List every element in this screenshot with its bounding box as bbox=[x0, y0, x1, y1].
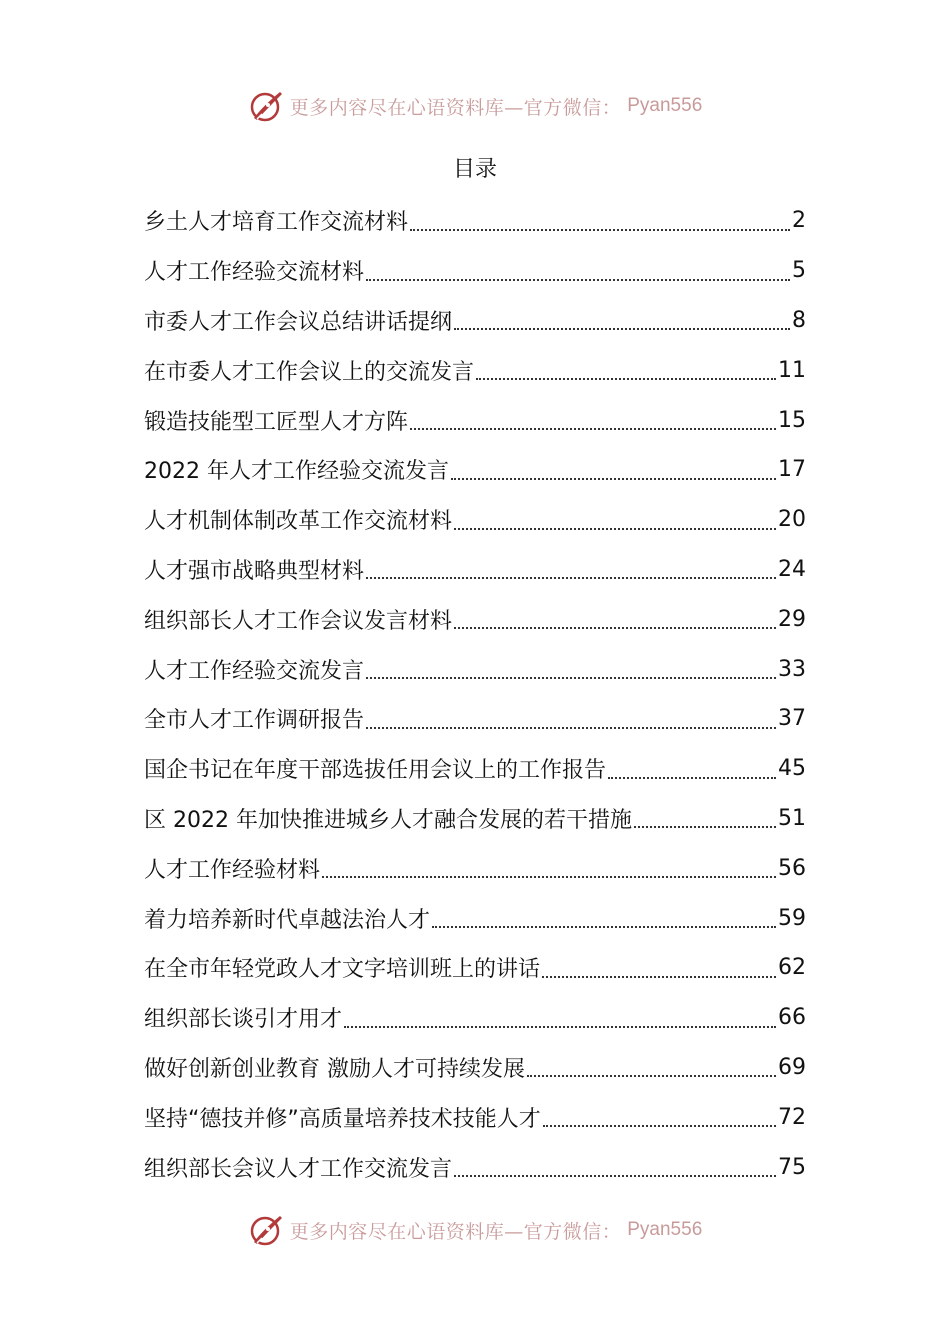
toc-entry[interactable] bbox=[144, 1142, 806, 1192]
toc-entry-title: 市委人才工作会议总结讲话提纲 bbox=[144, 309, 453, 335]
dot-leader bbox=[344, 1026, 776, 1028]
toc-entry-page: 29 bbox=[778, 606, 806, 632]
dot-leader bbox=[454, 627, 776, 629]
pen-nib-logo-icon bbox=[248, 1212, 284, 1248]
dot-leader bbox=[366, 727, 776, 729]
dot-leader bbox=[322, 876, 776, 878]
dot-leader bbox=[634, 826, 776, 828]
dot-leader bbox=[454, 1175, 776, 1177]
dot-leader bbox=[476, 378, 776, 380]
banner-wechat-id: Pyan556 bbox=[627, 95, 703, 116]
banner-text: 更多内容尽在心语资料库—官方微信： bbox=[289, 1220, 622, 1243]
toc-entry-page: 69 bbox=[778, 1054, 806, 1080]
toc-entry-title: 做好创新创业教育 激励人才可持续发展 bbox=[144, 1056, 525, 1082]
toc-entry[interactable] bbox=[144, 893, 806, 943]
dot-leader bbox=[454, 528, 776, 530]
toc-entry-page: 17 bbox=[778, 457, 806, 483]
toc-entry-title: 着力培养新时代卓越法治人才 bbox=[144, 907, 431, 933]
toc-entry-page: 33 bbox=[778, 656, 806, 682]
toc-entry-title: 人才机制体制改革工作交流材料 bbox=[144, 509, 453, 535]
toc-entry[interactable] bbox=[144, 644, 806, 694]
toc-entry-title: 人才工作经验材料 bbox=[144, 857, 321, 883]
toc-title: 目录 bbox=[452, 157, 497, 182]
dot-leader bbox=[542, 976, 776, 978]
toc-entry-title: 坚持“德技并修”高质量培养技术技能人才 bbox=[144, 1106, 541, 1132]
toc-entry[interactable] bbox=[144, 694, 806, 744]
dot-leader bbox=[451, 478, 776, 480]
toc-entry-page: 2 bbox=[792, 208, 806, 234]
dot-leader bbox=[543, 1125, 776, 1127]
toc-entry-page: 72 bbox=[778, 1104, 806, 1130]
toc-entry-page: 24 bbox=[778, 556, 806, 582]
toc-entry-title: 2022 年人才工作经验交流发言 bbox=[144, 459, 449, 485]
dot-leader bbox=[410, 229, 790, 231]
toc-entry-title: 全市人才工作调研报告 bbox=[144, 708, 365, 734]
toc-entry-page: 5 bbox=[792, 258, 806, 284]
toc-entry-title: 乡土人才培育工作交流材料 bbox=[144, 210, 409, 236]
dot-leader bbox=[366, 577, 776, 579]
toc-entry[interactable] bbox=[144, 345, 806, 395]
toc-entry-title: 在全市年轻党政人才文字培训班上的讲话 bbox=[144, 957, 541, 983]
toc-entry[interactable] bbox=[144, 594, 806, 644]
dot-leader bbox=[410, 428, 776, 430]
header-banner bbox=[0, 84, 950, 128]
toc-entry-title: 人才工作经验交流材料 bbox=[144, 260, 365, 286]
toc-entry-page: 15 bbox=[778, 407, 806, 433]
banner-text: 更多内容尽在心语资料库—官方微信： bbox=[289, 96, 622, 119]
toc-entry-title: 组织部长人才工作会议发言材料 bbox=[144, 608, 453, 634]
toc-entry[interactable] bbox=[144, 744, 806, 794]
toc-entry[interactable] bbox=[144, 445, 806, 495]
toc-entry-page: 59 bbox=[778, 905, 806, 931]
dot-leader bbox=[366, 279, 790, 281]
toc-entry[interactable] bbox=[144, 794, 806, 844]
toc-entry-page: 66 bbox=[778, 1005, 806, 1031]
toc-entry-page: 51 bbox=[778, 805, 806, 831]
dot-leader bbox=[366, 677, 776, 679]
banner-wechat-id: Pyan556 bbox=[627, 1219, 703, 1240]
toc-entry-page: 20 bbox=[778, 507, 806, 533]
toc-entry-title: 在市委人才工作会议上的交流发言 bbox=[144, 359, 475, 385]
toc-entry[interactable] bbox=[144, 1043, 806, 1093]
toc-entry[interactable] bbox=[144, 296, 806, 346]
toc-entry-page: 37 bbox=[778, 706, 806, 732]
toc-entry[interactable] bbox=[144, 196, 806, 246]
toc-entry-title: 区 2022 年加快推进城乡人才融合发展的若干措施 bbox=[144, 807, 632, 833]
dot-leader bbox=[432, 926, 776, 928]
dot-leader bbox=[608, 777, 776, 779]
toc-entry[interactable] bbox=[144, 1092, 806, 1142]
toc-entry-title: 人才工作经验交流发言 bbox=[144, 658, 365, 684]
toc-entry-page: 56 bbox=[778, 855, 806, 881]
footer-banner bbox=[0, 1208, 950, 1252]
pen-nib-logo-icon bbox=[248, 88, 284, 124]
toc-entry-title: 国企书记在年度干部选拔任用会议上的工作报告 bbox=[144, 758, 607, 784]
dot-leader bbox=[527, 1075, 776, 1077]
toc-entry[interactable] bbox=[144, 843, 806, 893]
toc-entry-title: 组织部长会议人才工作交流发言 bbox=[144, 1156, 453, 1182]
toc-entry[interactable] bbox=[144, 495, 806, 545]
toc-entry-page: 45 bbox=[778, 756, 806, 782]
toc-entry-title: 组织部长谈引才用才 bbox=[144, 1007, 343, 1033]
toc-entry[interactable] bbox=[144, 993, 806, 1043]
toc-entry-page: 8 bbox=[792, 307, 806, 333]
toc-entry-title: 锻造技能型工匠型人才方阵 bbox=[144, 409, 409, 435]
toc-entry[interactable] bbox=[144, 943, 806, 993]
toc-entry-page: 62 bbox=[778, 955, 806, 981]
toc-entry-page: 11 bbox=[778, 357, 806, 383]
toc-entry[interactable] bbox=[144, 545, 806, 595]
toc-entry[interactable] bbox=[144, 246, 806, 296]
toc-entry-page: 75 bbox=[778, 1154, 806, 1180]
dot-leader bbox=[454, 328, 790, 330]
table-of-contents bbox=[144, 196, 806, 1192]
toc-entry-title: 人才强市战略典型材料 bbox=[144, 558, 365, 584]
toc-entry[interactable] bbox=[144, 395, 806, 445]
